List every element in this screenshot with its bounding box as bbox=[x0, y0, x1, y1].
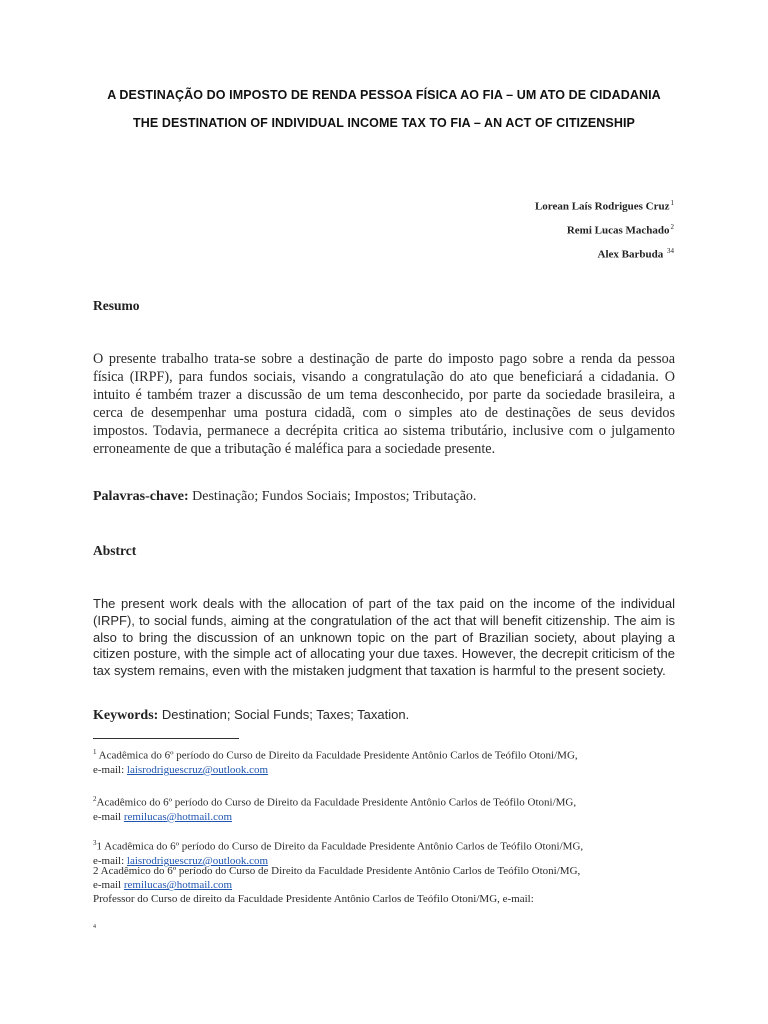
footnote-1 bbox=[93, 745, 693, 777]
author-2-sup: 2 bbox=[670, 223, 674, 231]
author-2-name: Remi Lucas Machado bbox=[566, 224, 670, 237]
palavras-chave-label: Palavras-chave: bbox=[93, 489, 189, 504]
footnote-1-email-link[interactable]: laisrodriguescruz@outlook.com bbox=[126, 763, 269, 776]
footnote-3-sup: 3 bbox=[93, 839, 97, 847]
footnote-1-prefix: e-mail: bbox=[93, 763, 127, 776]
author-1-sup: 1 bbox=[670, 199, 674, 207]
footnote-5: Professor do Curso de direito da Faculdade Presidente Antônio Carlos de Teófilo Otoni/MG, e-mail: bbox=[93, 893, 534, 905]
footnote-4-email-link[interactable]: remilucas@hotmail.com bbox=[123, 879, 233, 892]
footnote-2 bbox=[93, 792, 693, 824]
footnote-2-sup: 2 bbox=[93, 795, 97, 803]
resumo-text: O presente trabalho trata-se sobre a destinação de parte do imposto pago sobre a renda da pessoa física (IRPF), para fundos sociais, visando a congratulação do ato que beneficiará a cidadania. O intuito é também trazer a discussão de um tema desconhecido, por parte da sociedade brasileira, a cerca de desempenhar uma postura cidadã, com o simples ato de destinações de seus devidos impostos. Todavia, permanece a decrépita critica ao sistema tributário, inclusive com o julgamento erroneamente de que a tributação é maléfica para a sociedade presente. bbox=[93, 351, 675, 457]
footnote-4 bbox=[93, 864, 693, 892]
footnote-1-text: Acadêmica do 6º período do Curso de Direito da Faculdade Presidente Antônio Carlos de Teófilo Otoni/MG, bbox=[96, 749, 578, 762]
footnote-6-marker: 4 bbox=[93, 924, 96, 930]
title-english: THE DESTINATION OF INDIVIDUAL INCOME TAX TO FIA – AN ACT OF CITIZENSHIP bbox=[132, 116, 635, 130]
abstract-heading: Abstrct bbox=[93, 543, 137, 558]
author-1 bbox=[535, 199, 674, 213]
abstract-text: The present work deals with the allocation of part of the tax paid on the income of the individual (IRPF), to social funds, aiming at the congratulation of the act that will benefit citizenship. The aim is also to bring the discussion of an unknown topic on the part of Brazilian society, about playing a citizen posture, with the simple act of allocating your due taxes. However, the decrepit criticism of the tax system remains, even with the mistaken judgment that taxation is harmful to the present society. bbox=[93, 596, 675, 679]
footnote-1-sup: 1 bbox=[93, 748, 97, 756]
footnote-4-text: 2 Acadêmico do 6º período do Curso de Direito da Faculdade Presidente Antônio Carlos de Teófilo Otoni/MG, bbox=[93, 865, 581, 877]
author-3-sup: 34 bbox=[667, 247, 674, 255]
author-3 bbox=[598, 247, 674, 261]
footnote-3-email-link[interactable]: laisrodriguescruz@outlook.com bbox=[126, 854, 269, 867]
footnote-3-text: 1 Acadêmica do 6º período do Curso de Direito da Faculdade Presidente Antônio Carlos de Teófilo Otoni/MG, bbox=[96, 840, 584, 853]
author-2 bbox=[567, 223, 674, 237]
title-portuguese: A DESTINAÇÃO DO IMPOSTO DE RENDA PESSOA FÍSICA AO FIA – UM ATO DE CIDADANIA bbox=[107, 88, 661, 102]
keywords-label: Keywords: bbox=[93, 708, 159, 723]
footnote-3-prefix: e-mail: bbox=[93, 854, 127, 867]
resumo-heading: Resumo bbox=[93, 298, 140, 313]
keywords-values: Destination; Social Funds; Taxes; Taxation. bbox=[161, 707, 410, 722]
palavras-chave-values: Destinação; Fundos Sociais; Impostos; Tributação. bbox=[192, 489, 477, 504]
footnote-4-prefix: e-mail bbox=[93, 879, 124, 892]
footnote-2-prefix: e-mail bbox=[93, 810, 124, 823]
author-1-name: Lorean Laís Rodrigues Cruz bbox=[534, 200, 670, 213]
footnote-2-email-link[interactable]: remilucas@hotmail.com bbox=[123, 810, 233, 823]
footnote-separator bbox=[93, 738, 239, 739]
footnote-2-text: Acadêmico do 6º período do Curso de Direito da Faculdade Presidente Antônio Carlos de Teófilo Otoni/MG, bbox=[96, 796, 577, 809]
keywords bbox=[93, 707, 675, 724]
author-3-name: Alex Barbuda bbox=[597, 248, 664, 261]
palavras-chave bbox=[93, 489, 675, 505]
